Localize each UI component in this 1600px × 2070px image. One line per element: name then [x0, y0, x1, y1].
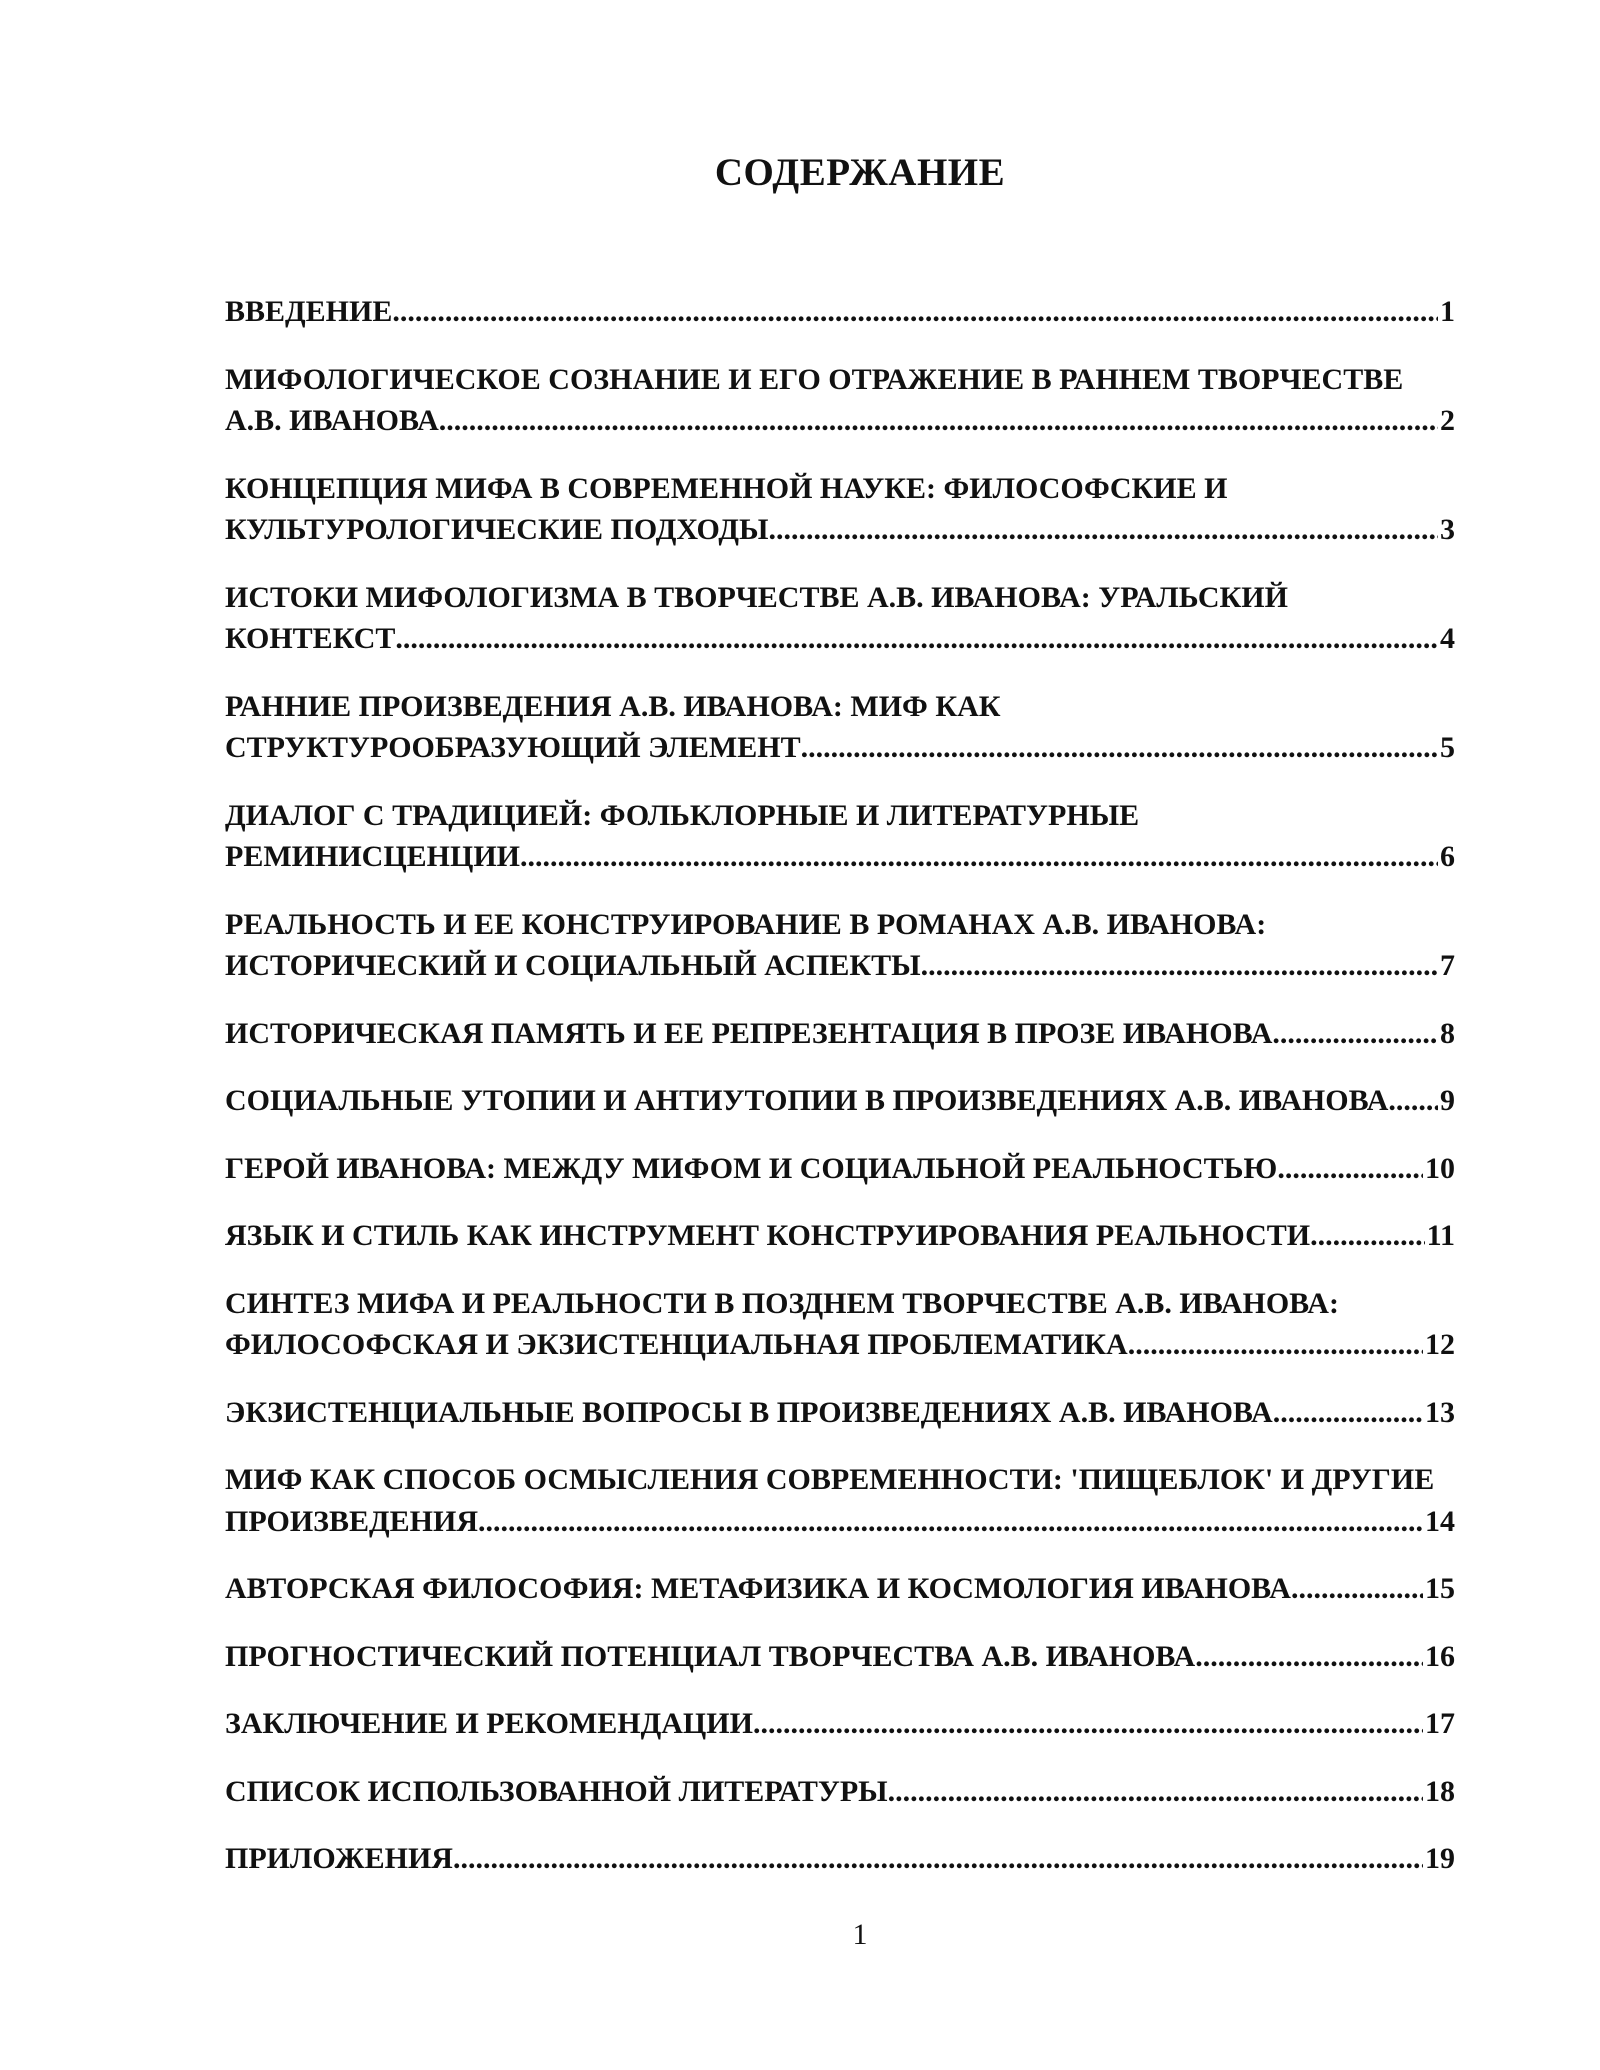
toc-entry-title-line: ИСТОКИ МИФОЛОГИЗМА В ТВОРЧЕСТВЕ А.В. ИВАНОВА: УРАЛЬСКИЙ: [225, 580, 1288, 614]
toc-entry-title: ПРИЛОЖЕНИЯ: [225, 1842, 453, 1875]
table-of-contents: [225, 291, 1455, 1906]
toc-entry[interactable]: [225, 1148, 1455, 1190]
dot-leader: [395, 618, 1438, 660]
page-number: 1: [852, 1918, 868, 1951]
dot-leader: [1388, 1080, 1438, 1122]
dot-leader: [478, 1501, 1423, 1543]
toc-entry-title: ВВЕДЕНИЕ: [225, 295, 393, 328]
toc-entry-title-line: ДИАЛОГ С ТРАДИЦИЕЙ: ФОЛЬКЛОРНЫЕ И ЛИТЕРАТУРНЫЕ: [225, 798, 1140, 832]
toc-entry-page-number: 10: [1425, 1151, 1455, 1185]
toc-entry-page-number: 17: [1425, 1707, 1455, 1740]
toc-entry[interactable]: [225, 1283, 1455, 1366]
dot-leader: [1128, 1324, 1423, 1366]
dot-leader: [520, 836, 1438, 878]
toc-entry[interactable]: [225, 468, 1455, 551]
toc-entry-line: [225, 1148, 1455, 1190]
dot-leader: [921, 945, 1438, 987]
toc-entry-page-number: 19: [1425, 1842, 1455, 1875]
toc-entry-title-line: КОНЦЕПЦИЯ МИФА В СОВРЕМЕННОЙ НАУКЕ: ФИЛОСОФСКИЕ И: [225, 471, 1228, 505]
toc-entry-title: РЕМИНИСЦЕНЦИИ: [225, 840, 521, 873]
toc-entry-title: ГЕРОЙ ИВАНОВА: МЕЖДУ МИФОМ И СОЦИАЛЬНОЙ РЕАЛЬНОСТЬЮ: [225, 1151, 1278, 1185]
toc-entry-line: [225, 1013, 1455, 1055]
toc-entry-title: КУЛЬТУРОЛОГИЧЕСКИЕ ПОДХОДЫ: [225, 513, 769, 546]
toc-entry-page-number: 11: [1426, 1219, 1455, 1252]
toc-entry-title: СТРУКТУРООБРАЗУЮЩИЙ ЭЛЕМЕНТ: [225, 731, 801, 764]
toc-entry[interactable]: [225, 904, 1455, 987]
toc-entry[interactable]: [225, 577, 1455, 660]
toc-entry-line: [225, 836, 1455, 878]
toc-entry-page-number: 7: [1440, 949, 1455, 982]
toc-entry[interactable]: [225, 1459, 1455, 1542]
toc-entry-line: [225, 1392, 1455, 1434]
toc-entry-page-number: 12: [1425, 1328, 1455, 1361]
toc-entry-title: ФИЛОСОФСКАЯ И ЭКЗИСТЕНЦИАЛЬНАЯ ПРОБЛЕМАТИКА: [225, 1328, 1128, 1361]
toc-entry-title-line: РАННИЕ ПРОИЗВЕДЕНИЯ А.В. ИВАНОВА: МИФ КАК: [225, 689, 1001, 723]
toc-entry[interactable]: [225, 1703, 1455, 1745]
dot-leader: [768, 509, 1438, 551]
toc-entry-title-line: СИНТЕЗ МИФА И РЕАЛЬНОСТИ В ПОЗДНЕМ ТВОРЧЕСТВЕ А.В. ИВАНОВА:: [225, 1286, 1339, 1320]
toc-entry[interactable]: [225, 1771, 1455, 1813]
toc-entry-line: [225, 1703, 1455, 1745]
toc-entry-line: [225, 1324, 1455, 1366]
dot-leader: [801, 727, 1438, 769]
toc-entry-line: [225, 618, 1455, 660]
dot-leader: [453, 1838, 1423, 1880]
toc-entry-page-number: 13: [1425, 1395, 1455, 1429]
toc-entry-line: [225, 945, 1455, 987]
toc-entry-line: [225, 1568, 1455, 1610]
toc-entry-title-line: МИФОЛОГИЧЕСКОЕ СОЗНАНИЕ И ЕГО ОТРАЖЕНИЕ В РАННЕМ ТВОРЧЕСТВЕ: [225, 362, 1404, 396]
toc-entry-title-line: РЕАЛЬНОСТЬ И ЕЕ КОНСТРУИРОВАНИЕ В РОМАНАХ А.В. ИВАНОВА:: [225, 907, 1267, 941]
dot-leader: [1277, 1148, 1423, 1190]
toc-entry-line: [225, 1838, 1455, 1880]
toc-entry-line: [225, 1080, 1455, 1122]
toc-entry[interactable]: [225, 1013, 1455, 1055]
toc-entry[interactable]: [225, 1568, 1455, 1610]
page-title: СОДЕРЖАНИЕ: [714, 151, 1006, 194]
toc-entry-line: [225, 727, 1455, 769]
dot-leader: [1273, 1392, 1423, 1434]
toc-entry-page-number: 18: [1425, 1774, 1455, 1808]
toc-entry-title: ПРОГНОСТИЧЕСКИЙ ПОТЕНЦИАЛ ТВОРЧЕСТВА А.В. ИВАНОВА: [225, 1639, 1196, 1673]
toc-entry-title: ПРОИЗВЕДЕНИЯ: [225, 1504, 478, 1538]
toc-entry-title: КОНТЕКСТ: [225, 622, 396, 655]
toc-entry-page-number: 9: [1440, 1084, 1455, 1117]
toc-entry[interactable]: [225, 1215, 1455, 1257]
toc-entry-line: [225, 509, 1455, 551]
toc-entry-page-number: 16: [1425, 1639, 1455, 1673]
toc-entry-page-number: 2: [1440, 404, 1455, 437]
toc-entry-page-number: 15: [1425, 1572, 1455, 1605]
toc-entry-line: [225, 291, 1455, 333]
toc-entry[interactable]: [225, 291, 1455, 333]
toc-entry[interactable]: [225, 795, 1455, 878]
toc-entry-page-number: 3: [1440, 513, 1455, 546]
toc-entry-title: ЯЗЫК И СТИЛЬ КАК ИНСТРУМЕНТ КОНСТРУИРОВАНИЯ РЕАЛЬНОСТИ: [225, 1219, 1311, 1252]
toc-entry[interactable]: [225, 686, 1455, 769]
dot-leader: [888, 1771, 1423, 1813]
dot-leader: [753, 1703, 1423, 1745]
toc-entry-title: ЗАКЛЮЧЕНИЕ И РЕКОМЕНДАЦИИ: [225, 1707, 753, 1740]
dot-leader: [1291, 1568, 1423, 1610]
toc-entry-line: [225, 1215, 1455, 1257]
dot-leader: [1272, 1013, 1438, 1055]
toc-entry-line: [225, 400, 1455, 442]
toc-entry-line: [225, 1636, 1455, 1678]
toc-entry-page-number: 1: [1440, 295, 1455, 328]
dot-leader: [392, 291, 1438, 333]
toc-entry[interactable]: [225, 359, 1455, 442]
toc-entry-title: А.В. ИВАНОВА: [225, 404, 439, 437]
dot-leader: [439, 400, 1438, 442]
toc-entry-title: ЭКЗИСТЕНЦИАЛЬНЫЕ ВОПРОСЫ В ПРОИЗВЕДЕНИЯХ А.В. ИВАНОВА: [225, 1395, 1273, 1429]
toc-entry[interactable]: [225, 1636, 1455, 1678]
toc-entry-title: СПИСОК ИСПОЛЬЗОВАННОЙ ЛИТЕРАТУРЫ: [225, 1774, 888, 1808]
dot-leader: [1195, 1636, 1423, 1678]
dot-leader: [1310, 1215, 1424, 1257]
toc-entry[interactable]: [225, 1838, 1455, 1880]
toc-entry-page-number: 8: [1440, 1016, 1455, 1050]
toc-entry-title: СОЦИАЛЬНЫЕ УТОПИИ И АНТИУТОПИИ В ПРОИЗВЕДЕНИЯХ А.В. ИВАНОВА: [225, 1084, 1389, 1117]
toc-entry-title: ИСТОРИЧЕСКАЯ ПАМЯТЬ И ЕЕ РЕПРЕЗЕНТАЦИЯ В ПРОЗЕ ИВАНОВА: [225, 1016, 1273, 1050]
toc-entry-page-number: 4: [1440, 622, 1455, 655]
toc-entry-line: [225, 1771, 1455, 1813]
toc-entry-title: ИСТОРИЧЕСКИЙ И СОЦИАЛЬНЫЙ АСПЕКТЫ: [225, 949, 921, 982]
toc-entry-page-number: 14: [1425, 1504, 1455, 1538]
toc-entry-title: АВТОРСКАЯ ФИЛОСОФИЯ: МЕТАФИЗИКА И КОСМОЛОГИЯ ИВАНОВА: [225, 1572, 1291, 1605]
toc-entry-title-line: МИФ КАК СПОСОБ ОСМЫСЛЕНИЯ СОВРЕМЕННОСТИ: 'ПИЩЕБЛОК' И ДРУГИЕ: [225, 1463, 1435, 1496]
toc-entry[interactable]: [225, 1392, 1455, 1434]
toc-entry-page-number: 5: [1440, 731, 1455, 764]
toc-entry[interactable]: [225, 1080, 1455, 1122]
toc-entry-page-number: 6: [1440, 840, 1455, 873]
toc-entry-line: [225, 1501, 1455, 1543]
